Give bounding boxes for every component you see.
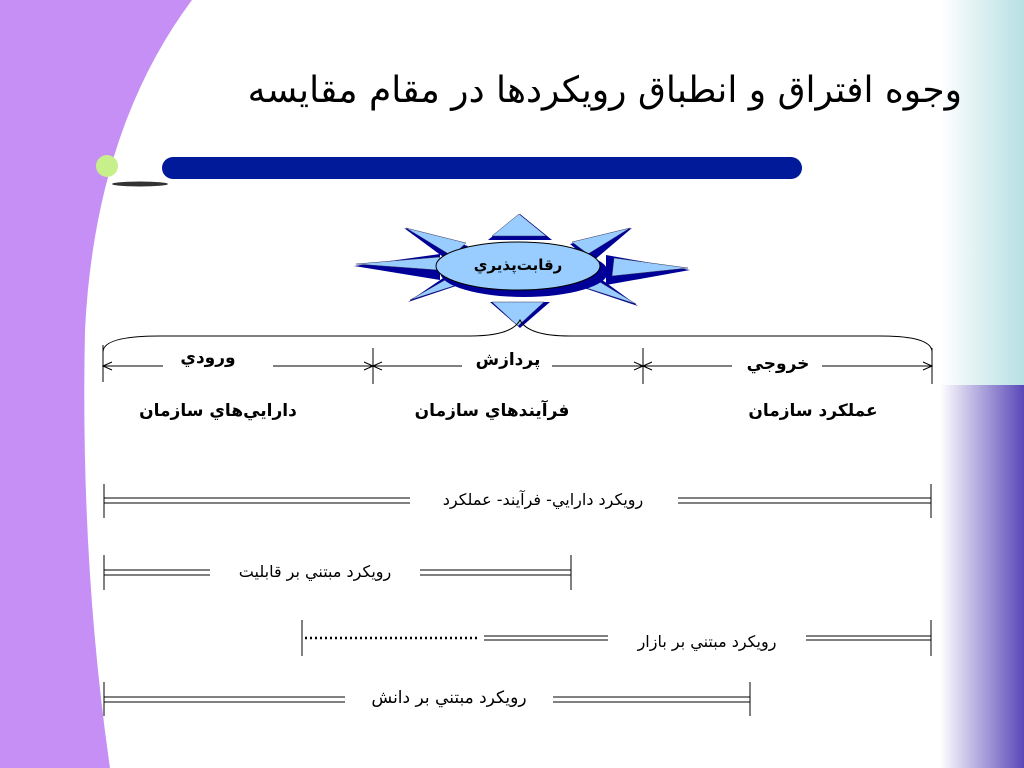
stage-input-label: ورودي — [180, 348, 236, 368]
stage-process-label: پردازش — [475, 350, 541, 370]
approach-4-label: رويكرد مبتني بر دانش — [371, 688, 527, 708]
approach-3-label: رويكرد مبتني بر بازار — [637, 632, 777, 651]
approach-1-label: رويكرد دارايي- فرآيند- عملكرد — [442, 490, 644, 509]
slide-title: وجوه افتراق و انطباق رويكردها در مقام مقايسه — [247, 70, 962, 111]
center-label: رقابت‌پذيري — [473, 256, 563, 274]
approach-2-label: رويكرد مبتني بر قابليت — [238, 562, 392, 581]
processes-label: فرآيندهاي سازمان — [414, 401, 570, 421]
star-ray-top — [492, 214, 546, 236]
assets-label: دارايي‌هاي سازمان — [139, 401, 297, 421]
performance-label: عملكرد سازمان — [748, 401, 878, 421]
stage-output-label: خروجي — [746, 354, 810, 374]
